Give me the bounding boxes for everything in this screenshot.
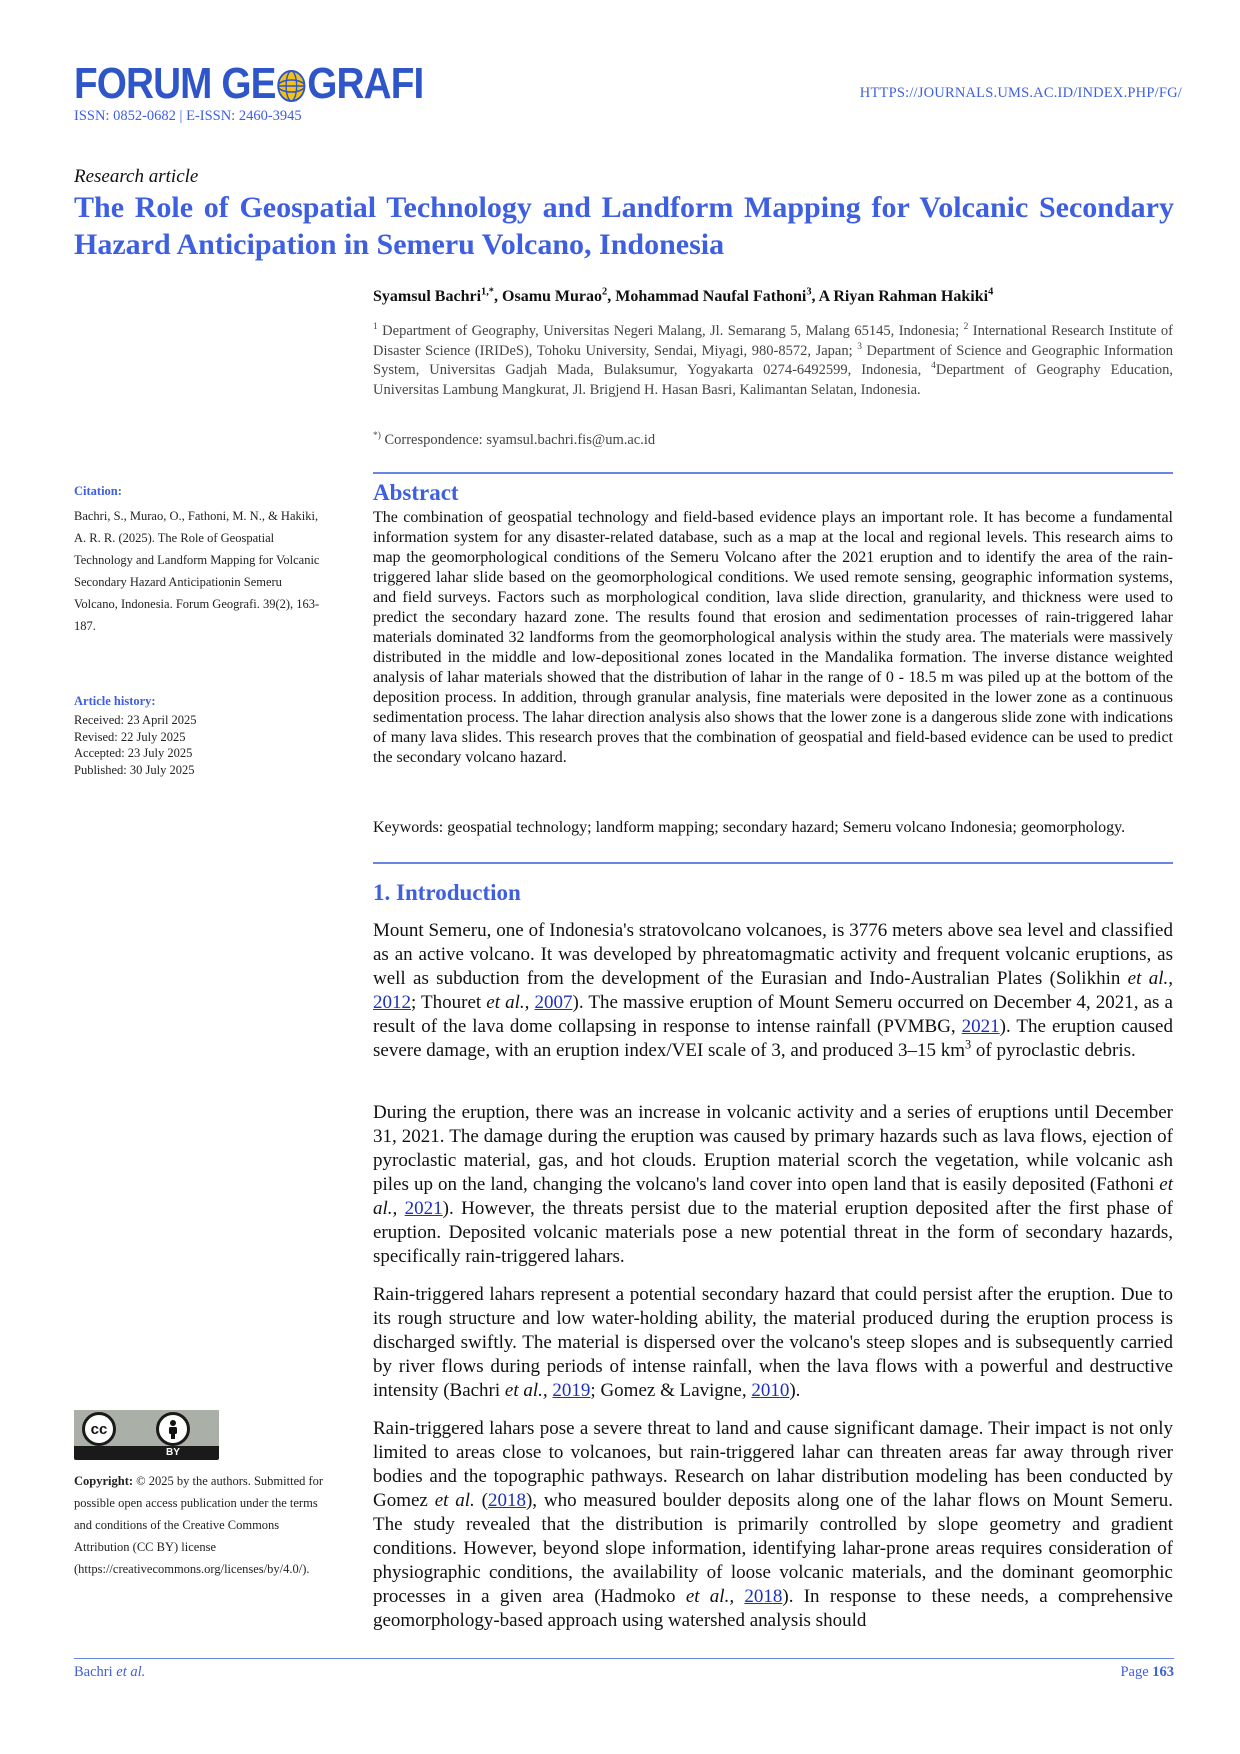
journal-logo (74, 59, 471, 108)
abstract-bottom-rule (373, 862, 1173, 864)
citation-link[interactable]: 2019 (552, 1380, 591, 1401)
paragraph: Mount Semeru, one of Indonesia's stratovolcano volcanoes, is 3776 meters above sea level and classified as an active volcano. It was developed by phreatomagmatic activity and frequent volcanic eruptions, as well as subduction from the development of the Eurasian and Indo-Australian Plates (Solikhin et al., 2012; Thouret et al., 2007). The massive eruption of Mount Semeru occurred on December 4, 2021, as a result of the lava dome collapsing in response to intense rainfall (PVMBG, 2021). The eruption caused severe damage, with an eruption index/VEI scale of 3, and produced 3–15 $km^3$ of pyroclastic debris. (373, 920, 1173, 1061)
cc-by-label: BY (166, 1447, 180, 1458)
paragraph: Rain-triggered lahars represent a potential secondary hazard that could persist after the eruption. Due to its rough structure and low water-holding ability, the material produced during the eruption process is discharged swiftly. The material is dispersed over the volcano's steep slopes and is subsequently carried by river flows during periods of intense rainfall, when the lava flows with a powerful and destructive intensity (Bachri et al., 2019; Gomez & Lavigne, 2010). (373, 1284, 1173, 1401)
globe-icon (276, 69, 306, 103)
abstract-top-rule (373, 472, 1173, 474)
author-affiliation-marker: 1,* (481, 286, 495, 298)
cc-by-license-badge[interactable] (74, 1410, 219, 1460)
footer-author: Bachri et al. (74, 1664, 146, 1680)
citation-text: Bachri, S., Murao, O., Fathoni, M. N., & Hakiki, A. R. R. (2025). The Role of Geospatial Technology and Landform Mapping for Volcanic Secondary Hazard Anticipationin Semeru Volcano, Indonesia. Forum Geografi. 39(2), 163-187. (74, 509, 320, 633)
author-name: A Riyan Rahman Hakiki (818, 288, 989, 305)
citation-link[interactable]: 2018 (744, 1586, 783, 1607)
citation-link[interactable]: 2018 (487, 1490, 526, 1511)
article-type: Research article (74, 166, 199, 187)
author-affiliation-marker: 3 (806, 286, 812, 298)
abstract-text: The combination of geospatial technology and field-based evidence plays an important role. It has become a fundamental information system for any disaster-related database, such as a map at the local and regional levels. This research aims to map the geomorphological conditions of the Semeru Volcano after the 2021 eruption and to identify the area of the rain-triggered lahar slide based on the geomorphological conditions. We used remote sensing, geographic information systems, and field surveys. Factors such as morphological condition, lava slide direction, granularity, and thickness were used to predict the secondary hazard zone. The results found that erosion and sedimentation processes of rain-triggered lahar materials dominated 32 landforms from the geomorphological analysis within the study area. The materials were massively distributed in the middle and low-depositional zones located in the Mandalika formation. The inverse distance weighted analysis of lahar materials showed that the distribution of lahar in the range of 0 - 18.5 m was piled up at the bottom of the deposition process. In addition, through granular analysis, fine materials were deposited in the lower zone as a continuous sedimentation process. The lahar direction analysis also shows that the lower zone is a dangerous slide zone with indications of many lava slides. This research proves that the combination of geospatial and field-based evidence can be used to predict the secondary volcano hazard. (373, 509, 1173, 766)
paragraph: Rain-triggered lahars pose a severe threat to land and cause significant damage. Their impact is not only limited to areas close to volcanoes, but rain-triggered lahar can threaten areas far away through river bodies and the topographic pathways. Research on lahar distribution modeling has been conducted by Gomez et al. (2018), who measured boulder deposits along one of the lahar flows on Mount Semeru. The study revealed that the distribution is primarily controlled by slope geometry and gradient conditions. However, beyond slope information, identifying lahar-prone areas requires consideration of physiographic conditions, the availability of loose volcanic materials, and the dominant geomorphic processes in a given area (Hadmoko et al., 2018). In response to these needs, a comprehensive geomorphology-based approach using watershed analysis should (373, 1418, 1173, 1631)
author-name: Mohammad Naufal Fathoni (615, 288, 807, 305)
accepted-date: Accepted: 23 July 2025 (74, 746, 193, 760)
issn-line: ISSN: 0852-0682 | E-ISSN: 2460-3945 (74, 108, 302, 124)
keywords: Keywords: geospatial technology; landform mapping; secondary hazard; Semeru volcano Indonesia; geomorphology. (373, 819, 1126, 836)
logo-text-right: GRAFI (307, 59, 424, 108)
citation-link[interactable]: 2010 (751, 1380, 790, 1401)
author-affiliation-marker: 2 (602, 286, 608, 298)
article-history (74, 712, 324, 778)
received-date: Received: 23 April 2025 (74, 713, 197, 727)
abstract-heading: Abstract (373, 480, 459, 505)
article-title: The Role of Geospatial Technology and Landform Mapping for Volcanic Secondary Hazard Anticipation in Semeru Volcano, Indonesia (74, 191, 1174, 261)
citation-link[interactable]: 2021 (961, 1016, 1000, 1037)
page-number: Page 163 (1120, 1664, 1174, 1680)
correspondence: *) Correspondence: syamsul.bachri.fis@um.ac.id (373, 431, 656, 448)
revised-date: Revised: 22 July 2025 (74, 729, 186, 744)
author-name: Osamu Murao (502, 288, 603, 305)
citation-link[interactable]: 2007 (534, 992, 573, 1013)
published-date: Published: 30 July 2025 (74, 762, 195, 777)
footer-rule (74, 1658, 1174, 1659)
section-heading-introduction: 1. Introduction (373, 880, 521, 905)
affiliations: $^1$ Department of Geography, Universitas Negeri Malang, Jl. Semarang 5, Malang 65145, Indonesia; $^2$ International Research Institute of Disaster Science (IRIDeS), Tohoku University, Sendai, Miyagi, 980-8572, Japan; $^3$ Department of Science and Geographic Information System, Universitas Gadjah Mada, Bulaksumur, Yogyakarta 0274-6492599, Indonesia, $^4$Department of Geography Education, Universitas Lambung Mangkurat, Jl. Brigjend H. Hasan Basri, Kalimantan Selatan, Indonesia. (373, 322, 1174, 398)
citation-link[interactable]: 2012 (373, 992, 411, 1013)
citation-link[interactable]: 2021 (404, 1198, 443, 1219)
logo-text-left: FORUM GE (74, 59, 276, 108)
author-list: Syamsul Bachri$^{1,*}$, Osamu Murao$^2$, Mohammad Naufal Fathoni$^3$, A Riyan Rahman Hakiki$^4$ (373, 286, 994, 305)
copyright-notice: Copyright: © 2025 by the authors. Submitted for possible open access publication under the terms and conditions of the Creative Commons Attribution (CC BY) license (https://creativecommons.org/licenses/by/4.0/). (74, 1474, 324, 1576)
attribution-person-icon (156, 1412, 190, 1446)
author-name: Syamsul Bachri (373, 288, 482, 305)
article-history-label: Article history: (74, 694, 156, 708)
cc-icon: cc (82, 1412, 116, 1446)
author-affiliation-marker: 4 (988, 286, 994, 298)
citation-label: Citation: (74, 484, 122, 498)
paragraph: During the eruption, there was an increase in volcanic activity and a series of eruptions until December 31, 2021. The damage during the eruption was caused by primary hazards such as lava flows, ejection of pyroclastic material, gas, and hot clouds. Eruption material scorch the vegetation, while volcanic ash piles up on the land, changing the volcano's land cover into open land that is easily deposited (Fathoni et al., 2021). However, the threats persist due to the material eruption deposited after the first phase of eruption. Deposited volcanic materials pose a new potential threat in the form of secondary hazards, specifically rain-triggered lahars. (373, 1102, 1174, 1267)
journal-url-link[interactable]: HTTPS://JOURNALS.UMS.AC.ID/INDEX.PHP/FG/ (859, 85, 1182, 101)
